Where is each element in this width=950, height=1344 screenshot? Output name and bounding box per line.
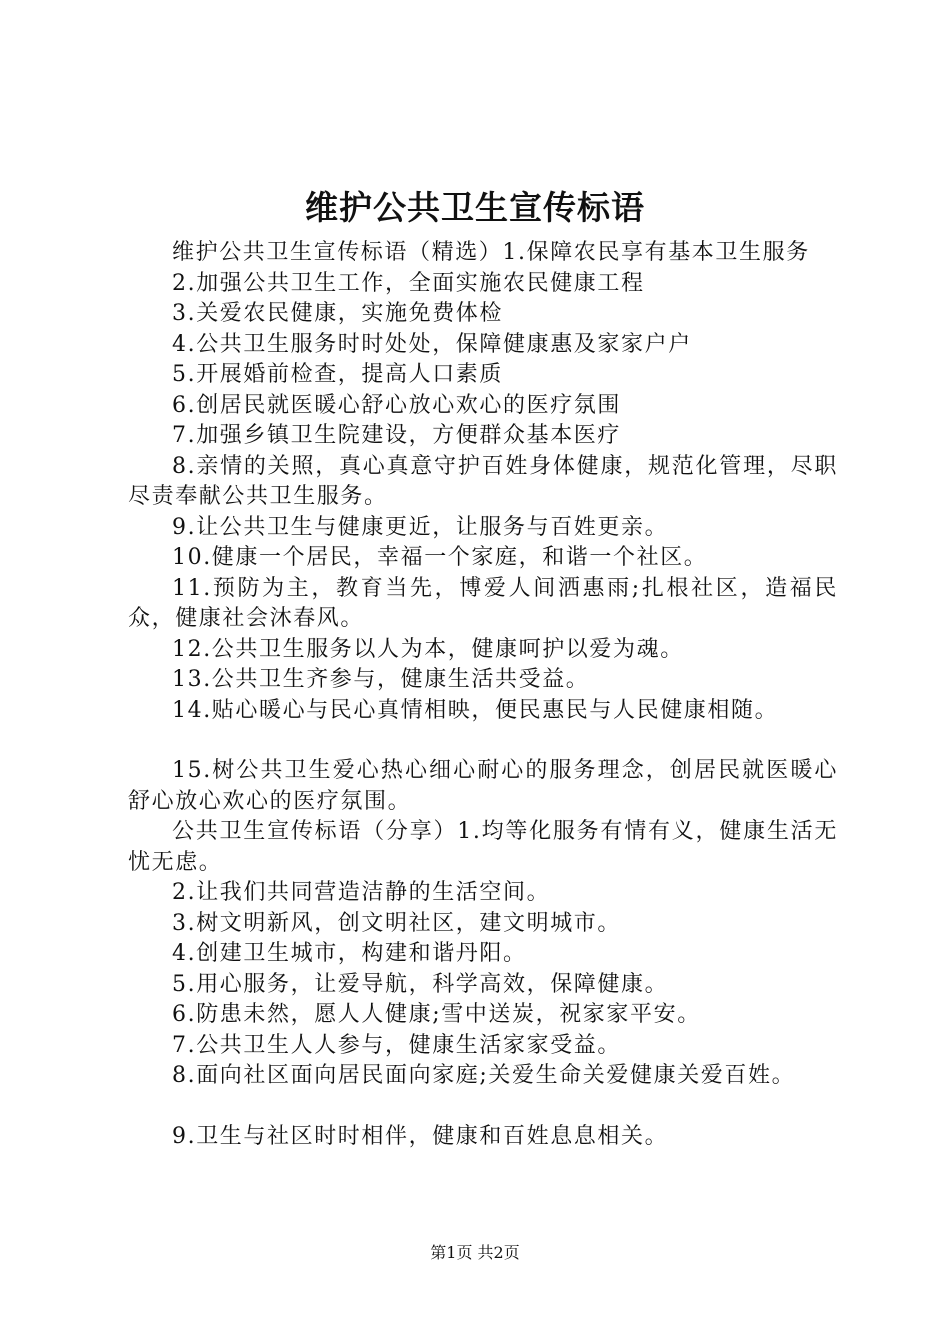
paragraph: 6.创居民就医暖心舒心放心欢心的医疗氛围: [172, 392, 621, 418]
paragraph: 维护公共卫生宣传标语（精选）1.保障农民享有基本卫生服务: [172, 240, 810, 265]
paragraph: 10.健康一个居民，幸福一个家庭，和谐一个社区。: [172, 545, 708, 570]
paragraph: 2.让我们共同营造洁静的生活空间。: [172, 880, 551, 905]
paragraph: 7.加强乡镇卫生院建设，方便群众基本医疗: [172, 423, 621, 448]
paragraph: 4.创建卫生城市，构建和谐丹阳。: [172, 941, 527, 966]
paragraph: 9.让公共卫生与健康更近，让服务与百姓更亲。: [172, 514, 669, 540]
paragraph: 6.防患未然，愿人人健康;雪中送炭，祝家家平安。: [172, 1002, 701, 1027]
paragraph: 5.用心服务，让爱导航，科学高效，保障健康。: [172, 971, 669, 997]
paragraph: 3.树文明新风，创文明社区，建文明城市。: [172, 910, 621, 936]
paragraph: 15.树公共卫生爱心热心细心耐心的服务理念，创居民就医暖心舒心放心欢心的医疗氛围。: [128, 758, 838, 814]
paragraph: 8.亲情的关照，真心真意守护百姓身体健康，规范化管理，尽职尽责奉献公共卫生服务。: [128, 453, 838, 509]
paragraph: 14.贴心暖心与民心真情相映，便民惠民与人民健康相随。: [172, 697, 779, 723]
paragraph: 12.公共卫生服务以人为本，健康呵护以爱为魂。: [172, 636, 684, 662]
paragraph: 公共卫生宣传标语（分享）1.均等化服务有情有义，健康生活无忧无虑。: [128, 819, 838, 875]
paragraph: 2.加强公共卫生工作，全面实施农民健康工程: [172, 270, 645, 296]
paragraph: 4.公共卫生服务时时处处，保障健康惠及家家户户: [172, 331, 692, 357]
page-footer: 第1页 共2页: [430, 1243, 520, 1262]
paragraph: 11.预防为主，教育当先，博爱人间洒惠雨;扎根社区，造福民众，健康社会沐春风。: [128, 575, 838, 631]
paragraph: 7.公共卫生人人参与，健康生活家家受益。: [172, 1032, 621, 1058]
paragraph: 5.开展婚前检查，提高人口素质: [172, 362, 503, 387]
paragraph: 3.关爱农民健康，实施免费体检: [172, 301, 503, 326]
document-body: [128, 238, 838, 1152]
paragraph: 9.卫生与社区时时相伴，健康和百姓息息相关。: [172, 1123, 669, 1149]
document-title: 维护公共卫生宣传标语: [305, 188, 645, 227]
paragraph: 8.面向社区面向居民面向家庭;关爱生命关爱健康关爱百姓。: [172, 1063, 796, 1088]
paragraph: 13.公共卫生齐参与，健康生活共受益。: [172, 667, 590, 692]
